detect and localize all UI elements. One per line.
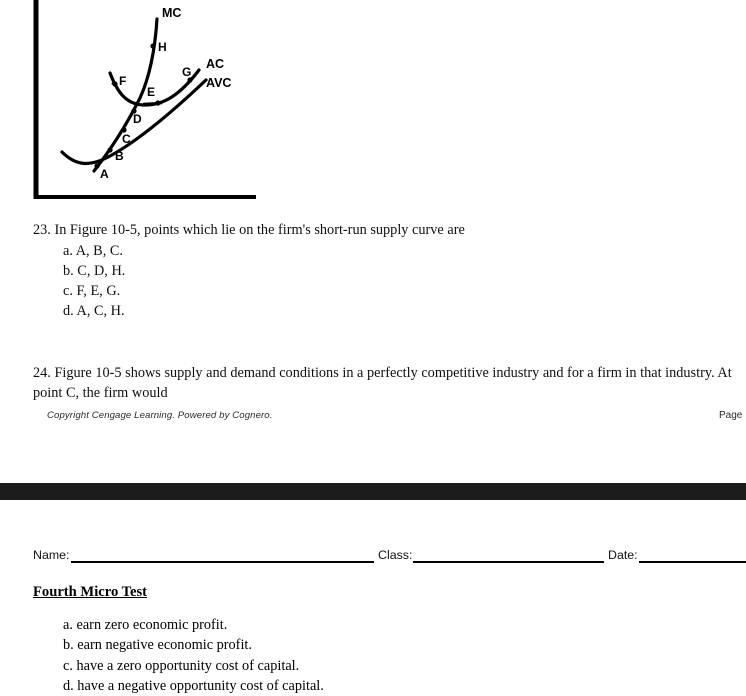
class-input-rule[interactable] [413, 545, 604, 563]
name-field-group [33, 543, 374, 563]
date-input-rule[interactable] [639, 545, 746, 563]
curve-label-avc: AVC [206, 76, 232, 90]
name-label: Name: [33, 548, 70, 562]
date-field-group [608, 543, 746, 563]
question-23 [33, 221, 723, 322]
cost-curves-chart [0, 0, 746, 212]
question-23-choice-d[interactable]: d. A, C, H. [63, 303, 125, 320]
point-label-d: D [133, 112, 142, 126]
question-24 [33, 364, 733, 403]
question-24-choice-list [33, 615, 723, 696]
question-24-stem: 24. Figure 10-5 shows supply and demand conditions in a perfectly competitive industry and for a firm in that industry. At point C, the firm would [33, 365, 732, 401]
curve-label-mc: MC [162, 6, 182, 20]
point-label-c: C [122, 132, 131, 146]
page-number-label: Page [719, 410, 743, 421]
question-23-choice-b[interactable]: b. C, D, H. [63, 262, 126, 279]
curve-label-ac: AC [206, 57, 225, 71]
point-marker-a [94, 163, 99, 168]
pointer-e [143, 103, 162, 104]
class-field-group [378, 543, 604, 563]
page-footer [0, 410, 746, 428]
point-label-b: B [115, 149, 124, 163]
header-fields [0, 543, 746, 565]
question-23-choice-c[interactable]: c. F, E, G. [63, 283, 121, 300]
point-label-f: F [119, 74, 127, 88]
point-label-h: H [158, 40, 167, 54]
question-24-choice-b[interactable]: b. earn negative economic profit. [63, 637, 252, 654]
class-label: Class: [378, 548, 413, 562]
question-23-choice-list [33, 241, 723, 322]
question-24-choice-c[interactable]: c. have a zero opportunity cost of capital. [63, 657, 300, 674]
question-23-stem: 23. In Figure 10-5, points which lie on the firm's short-run supply curve are [33, 222, 465, 238]
question-24-choice-a[interactable]: a. earn zero economic profit. [63, 617, 228, 633]
question-24-choice-d[interactable]: d. have a negative opportunity cost of capital. [63, 677, 324, 694]
copyright-notice: Copyright Cengage Learning. Powered by Cognero. [47, 410, 273, 421]
point-marker-h [150, 43, 155, 48]
point-label-e: E [147, 85, 156, 99]
test-title: Fourth Micro Test [33, 584, 148, 600]
point-label-g: G [182, 65, 192, 79]
figure-10-5 [0, 0, 746, 212]
question-23-choice-a[interactable]: a. A, B, C. [63, 242, 123, 259]
point-marker-b [107, 147, 112, 152]
date-label: Date: [608, 548, 638, 562]
name-input-rule[interactable] [71, 545, 374, 563]
page-separator-band [0, 483, 746, 500]
point-label-a: A [100, 167, 109, 181]
